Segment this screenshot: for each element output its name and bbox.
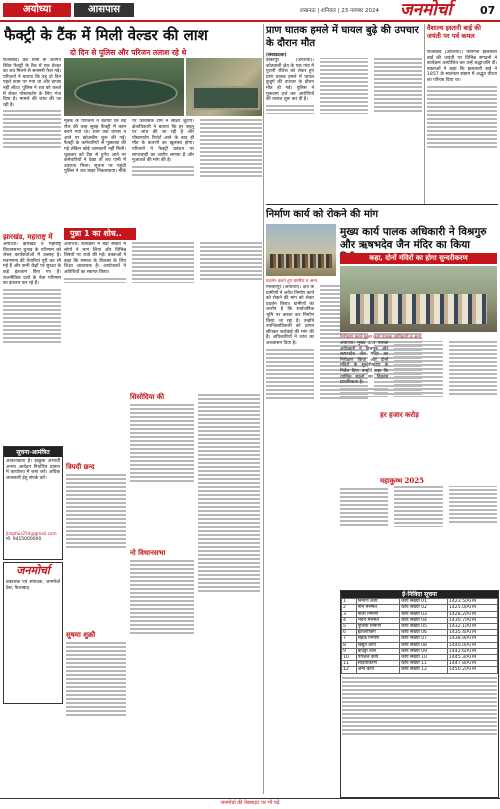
lead-body xyxy=(64,119,262,227)
table-cell: 11 xyxy=(342,661,357,667)
table-cell: इंटरलॉकिंग xyxy=(356,630,400,636)
table-cell: भवन मरम्मत xyxy=(356,617,400,623)
ad-body: आवश्यकता है। इच्छुक अभ्यर्थी अपना आवेदन निर्धारित प्रारूप में कार्यालय में जमा करें। अधिक जानकारी हेतु संपर्क करें। xyxy=(6,459,60,481)
table-cell: कार्य संख्या 06 xyxy=(400,630,448,636)
table-cell: कार्य संख्या 10 xyxy=(400,655,448,661)
tank-water xyxy=(74,78,178,108)
mid-headline-bar xyxy=(64,228,136,240)
right-top-headline: प्राण घातक हमले में घायल बुढ़े की उपचार के दौरान मौत xyxy=(266,25,419,49)
right-top-byline: (संवाददाता) xyxy=(266,53,287,58)
construction-body-text: मिल्कीपुर (अयोध्या)। क्षेत्र के ग्रामीणों ने अवैध निर्माण कार्य को रोकने की मांग को लेकर प्रदर्शन किया। ग्रामीणों का आरोप है कि सार्वजनिक भूमि पर कब्जा कर निर्माण किया जा रहा है। उन्होंने उपजिलाधिकारी को ज्ञापन सौंपकर कार्रवाई की मांग की है। अधिकारियों ने जांच का आश्वासन दिया है। xyxy=(266,285,314,346)
side-masthead xyxy=(3,562,63,704)
table-cell: 1423.5/ATM xyxy=(447,599,497,605)
table-row xyxy=(342,624,498,630)
lead-body-text: मृतक के परिजनों ने बताया कि वह रोज की तरह सुबह फैक्ट्री में काम करने गया था। शाम तक वापस न आने पर खोजबीन शुरू की गई। फैक्ट्री के कर्मचारियों से पूछताछ की गई लेकिन कोई जानकारी नहीं मिली। शुक्रवार को टैंक से दुर्गंध आने पर कर्मचारियों ने देखा तो शव पानी में उतराता मिला। सूचना पर पहुंची पुलिस ने शव बाहर निकलवाया। मौके पर फॉरेंसिक टीम ने साक्ष्य जुटाए। क्षेत्राधिकारी ने बताया कि हर पहलू पर जांच की जा रही है और पोस्टमार्टम रिपोर्ट आने के बाद ही मौत के कारणों का खुलासा होगा। परिजनों ने फैक्ट्री प्रबंधन पर लापरवाही का आरोप लगाया है और मुआवजे की मांग की है। xyxy=(64,119,194,175)
table-row xyxy=(342,611,498,617)
table-row xyxy=(342,599,498,605)
box2-headline: त्रिपदी छन्द xyxy=(66,462,95,471)
tender-table xyxy=(340,590,499,798)
side-logo: जनमोर्चा xyxy=(16,564,50,577)
crowd xyxy=(270,254,332,268)
ad-phone: मो. 9415000000 xyxy=(6,537,42,542)
hazar-karod-headline: हर हजार करोड़ xyxy=(380,410,419,419)
jharkhand-body xyxy=(3,242,61,442)
table-cell: सौंदर्यीकरण xyxy=(356,661,400,667)
table-cell: 1435.4/ATM xyxy=(447,630,497,636)
table-row xyxy=(342,661,498,667)
jharkhand-body-text: अयोध्या। झारखंड व महाराष्ट्र विधानसभा चुनाव के परिणाम को लेकर कार्यकर्ताओं में उत्साह है। मतगणना की तैयारियां पूरी कर ली गई हैं और सभी केंद्रों पर सुरक्षा के कड़े इंतजाम किए गए हैं। राजनीतिक दलों के नेता परिणाम का इंतजार कर रहे हैं। xyxy=(3,242,61,287)
mahakumbh-headline: महाकुम्भ 2025 xyxy=(380,476,425,485)
table-cell: 1428.2/ATM xyxy=(447,611,497,617)
table-cell: नाली निर्माण xyxy=(356,611,400,617)
table-cell: 1447.8/ATM xyxy=(447,661,497,667)
masthead xyxy=(0,0,500,20)
table-row xyxy=(342,630,498,636)
box4-headline: सुषमा शुक्रौ xyxy=(66,630,96,639)
lead-subhead: दो दिन से पुलिस और परिजन तलाश रहे थे xyxy=(70,48,187,57)
right-top-body xyxy=(266,58,422,204)
box1-headline: सिसोदिया की xyxy=(130,392,165,401)
chief-headline: मुख्य कार्य पालक अधिकारी ने विश्रगुरु और ऋषभदेव जैन मंदिर का किया xyxy=(340,226,487,251)
table-cell: कार्य संख्या 07 xyxy=(400,636,448,642)
section-tab-label: अयोध्या xyxy=(22,4,52,15)
page-number: 07 xyxy=(480,4,496,17)
section-tab-ayodhya[interactable] xyxy=(3,3,71,17)
table-cell: 1445.3/ATM xyxy=(447,655,497,661)
table-cell: 4 xyxy=(342,617,357,623)
table-cell: 1440.0/ATM xyxy=(447,642,497,648)
table-cell: 8 xyxy=(342,642,357,648)
table-cell: 6 xyxy=(342,630,357,636)
table-cell: कार्य संख्या 03 xyxy=(400,611,448,617)
section-tab-aaspaas[interactable] xyxy=(74,3,134,17)
table-cell: 3 xyxy=(342,611,357,617)
construction-caption: प्रदर्शन करते हुए ग्रामीण व अन्य xyxy=(266,279,318,284)
people-group xyxy=(350,294,487,324)
tender-title: ई-निविदा सूचना xyxy=(341,591,498,598)
table-row xyxy=(342,636,498,642)
table-row xyxy=(342,648,498,654)
table-cell: कार्य संख्या 12 xyxy=(400,667,448,673)
table-cell: 12 xyxy=(342,667,357,673)
box2-body xyxy=(66,472,126,622)
table-cell: अन्य कार्य xyxy=(356,667,400,673)
far-right-headline: वैशाल्य इस्तारी बाई की जयंती पर पर्व कमल xyxy=(427,24,481,40)
mid-body-text: अयोध्या। कार्यक्रम में बड़ी संख्या में लोगों ने भाग लिया और विभिन्न विषयों पर चर्चा की गई। वक्ताओं ने कहा कि समाज के विकास के लिए शिक्षा आवश्यक है। आयोजकों ने अतिथियों का स्वागत किया। xyxy=(64,242,126,275)
far-right-body xyxy=(427,50,497,202)
table-cell: 1425.0/ATM xyxy=(447,605,497,611)
mid-body xyxy=(64,242,262,387)
ad-email[interactable]: jlmpfaiz254@gmail.com xyxy=(6,531,57,536)
chief-subhead: कहा, दोनों मंदिरों का होगा सुन्दरीकरण xyxy=(340,253,497,264)
table-cell: 10 xyxy=(342,655,357,661)
table-cell: 1432.1/ATM xyxy=(447,624,497,630)
tank-edge xyxy=(192,86,260,110)
ad-box xyxy=(3,446,63,560)
construction-headline: निर्माण कार्य को रोकने की मांग xyxy=(266,209,379,220)
dateline: लखनऊ | शनिवार | 23 नवम्बर 2024 xyxy=(300,8,380,14)
construction-photo xyxy=(266,224,336,276)
table-cell: 7 xyxy=(342,636,357,642)
box3-headline: नो विधानसभा xyxy=(130,548,166,557)
table-cell: 1438.9/ATM xyxy=(447,636,497,642)
footer-text: जनमोर्चा की वेबसाइट पर भी पढ़ें xyxy=(220,800,280,806)
table-row xyxy=(342,642,498,648)
table-row xyxy=(342,655,498,661)
table-row xyxy=(342,605,498,611)
table-cell: मार्ग मरम्मत xyxy=(356,605,400,611)
far-right-body-text: फैजाबाद (अयोध्या)। वीरांगना झलकारी बाई की जयंती पर विभिन्न संगठनों ने कार्यक्रम आयोजित कर उन्हें श्रद्धांजलि दी। वक्ताओं ने कहा कि झलकारी बाई ने 1857 के स्वतंत्रता संग्राम में अद्भुत वीरता का परिचय दिया था। xyxy=(427,50,497,83)
table-cell: कार्य संख्या 05 xyxy=(400,624,448,630)
paper-logo: जनमोर्चा xyxy=(400,0,452,20)
box1-body xyxy=(130,402,194,542)
box3-body xyxy=(130,558,194,708)
ad-title: सूचना-आमंत्रित xyxy=(4,447,62,457)
table-cell: कार्य संख्या 04 xyxy=(400,617,448,623)
table-cell: पुलिया निर्माण xyxy=(356,624,400,630)
table-cell: 1430.7/ATM xyxy=(447,617,497,623)
table-cell: निर्माण कार्य xyxy=(356,599,400,605)
chief-caption: निरीक्षण करते मुख्य कार्य पालक अधिकारी व अन्य xyxy=(340,335,422,340)
jharkhand-headline: झारखंड, महाराष्ट्र में xyxy=(3,232,53,241)
table-cell: विद्युत कार्य xyxy=(356,642,400,648)
table-cell: 1442.6/ATM xyxy=(447,648,497,654)
mid-col3-body xyxy=(198,392,260,787)
mid-headline: पुन्ना 1 का शोध.. xyxy=(70,229,122,238)
table-row xyxy=(342,667,498,673)
table-cell: कार्य संख्या 09 xyxy=(400,648,448,654)
table-row xyxy=(342,617,498,623)
table-cell: बाउंड्री वॉल xyxy=(356,648,400,654)
table-cell: कार्य संख्या 02 xyxy=(400,605,448,611)
table-cell: 5 xyxy=(342,624,357,630)
table-cell: कार्य संख्या 01 xyxy=(400,599,448,605)
mahakumbh-body xyxy=(340,486,497,586)
table-cell: कार्य संख्या 08 xyxy=(400,642,448,648)
table-cell: 1450.2/ATM xyxy=(447,667,497,673)
table-cell: 1 xyxy=(342,599,357,605)
lead-photo xyxy=(64,58,184,116)
chief-photo xyxy=(340,266,497,332)
section-tab-label: आसपास xyxy=(87,4,120,15)
right-top-body-text: बीकापुर (अयोध्या)। कोतवाली क्षेत्र के एक गांव में पुरानी रंजिश को लेकर हुए प्राण घातक हमले में घायल बुजुर्ग की उपचार के दौरान मौत हो गई। पुलिस ने मुकदमा दर्ज कर आरोपियों की तलाश शुरू कर दी है। xyxy=(266,58,314,103)
table-cell: 9 xyxy=(342,648,357,654)
lead-photo-2 xyxy=(186,58,262,116)
table-cell: कार्य संख्या 11 xyxy=(400,661,448,667)
table-cell: पेयजल कार्य xyxy=(356,655,400,661)
table-cell: 2 xyxy=(342,605,357,611)
lead-intro xyxy=(3,58,61,228)
lead-headline: फैक्ट्री के टैंक में मिली वेल्डर की लाश xyxy=(4,26,208,44)
tender-rows xyxy=(341,598,498,673)
side-footer: प्रकाशक एवं संपादक, जनमोर्चा प्रेस, फैजाबाद xyxy=(6,580,60,591)
box4-body xyxy=(66,640,126,790)
table-cell: सड़क निर्माण xyxy=(356,636,400,642)
lead-intro-text: फैजाबाद। कैंट थाना के अंतर्गत स्थित फैक्ट्री के टैंक में एक वेल्डर का शव मिलने से सनसनी फैल गई। परिजनों ने बताया कि वह दो दिन पहले काम पर गया था और वापस नहीं लौटा। पुलिस ने शव को कब्जे में लेकर पोस्टमार्टम के लिए भेज दिया है। मामले की जांच की जा रही है। xyxy=(3,58,61,108)
chief-body-text: अयोध्या। मुख्य कार्य पालक अधिकारी ने विश्रगुरु और ऋषभदेव जैन मंदिर का निरीक्षण किया और दोनों मंदिरों के सुन्दरीकरण के निर्देश दिए। उन्होंने कहा कि धार्मिक स्थलों का विकास प्राथमिकता है। xyxy=(340,341,389,386)
